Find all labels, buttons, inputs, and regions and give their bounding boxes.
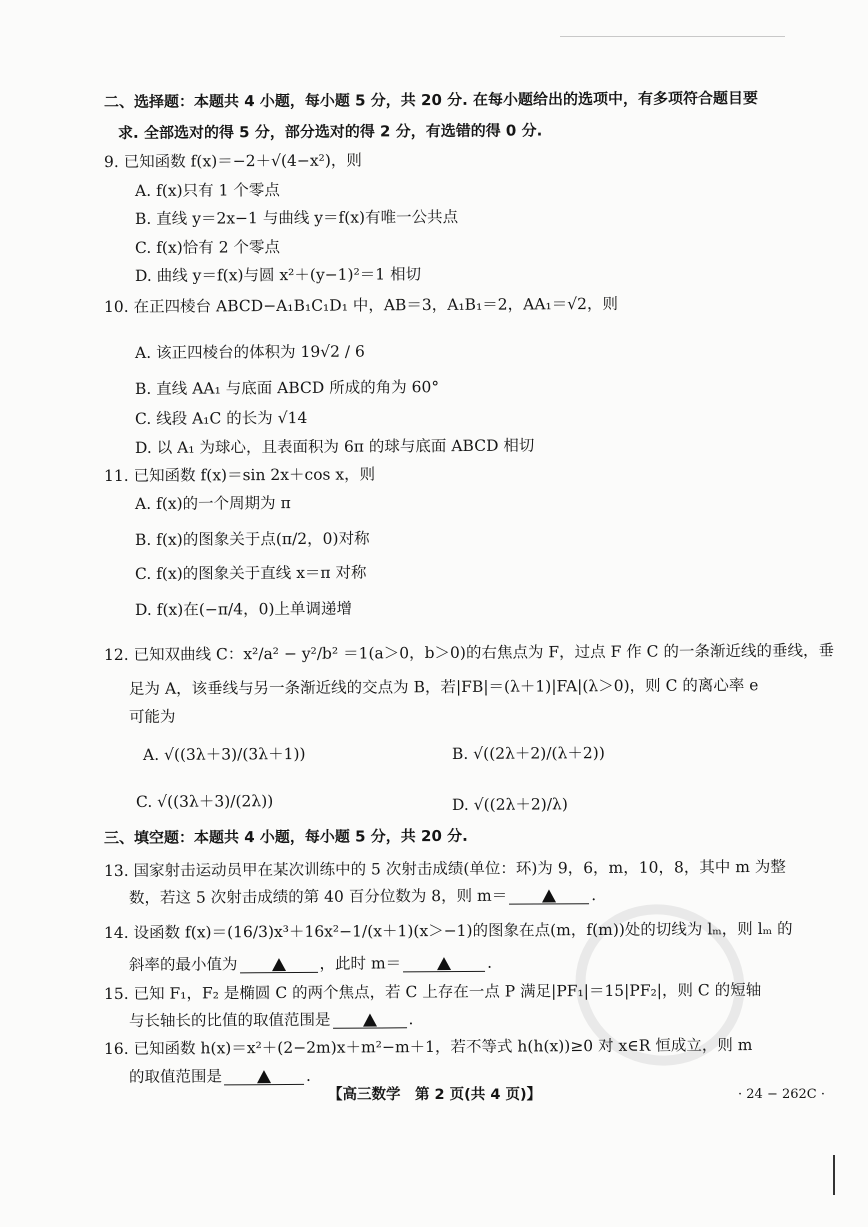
- exam-line-q9d: [135, 264, 421, 286]
- line-text: 与长轴长的比值的取值范围是: [128, 1010, 331, 1030]
- exam-line-q16-2: [129, 1066, 311, 1087]
- line-text: 13. 国家射击运动员甲在某次训练中的 5 次射击成绩(单位：环)为 9，6，m，10，8，其中 m 为整: [103, 857, 786, 880]
- line-text: 15. 已知 F₁，F₂ 是椭圆 C 的两个焦点，若 C 上存在一点 P 满足|PF₁|＝15|PF₂|，则 C 的短轴: [103, 980, 762, 1003]
- line-text: 三、填空题：本题共 4 小题，每小题 5 分，共 20 分.: [103, 826, 468, 847]
- exam-line-q9b: [135, 207, 458, 229]
- triangle-icon: [362, 1013, 376, 1026]
- line-text: 的取值范围是: [128, 1067, 223, 1086]
- triangle-icon: [542, 889, 556, 902]
- line-text: 数，若这 5 次射击成绩的第 40 百分位数为 8，则 m＝: [128, 886, 508, 907]
- line-text: A. √((3λ＋3)/(3λ＋1)): [142, 745, 306, 764]
- line-text: B. 直线 y＝2x−1 与曲线 y＝f(x)有唯一公共点: [134, 208, 459, 228]
- exam-line-q11c: [135, 563, 367, 584]
- line-text: 斜率的最小值为: [128, 955, 238, 974]
- line-text: 二、选择题：本题共 4 小题，每小题 5 分，共 20 分. 在每小题给出的选项中，有多项符合题目要: [103, 89, 759, 111]
- answer-blank[interactable]: [224, 1066, 304, 1085]
- line-text: D. √((2λ＋2)/λ): [451, 795, 568, 814]
- exam-line-q12c: [136, 791, 273, 812]
- exam-line-q10d: [135, 436, 535, 458]
- triangle-icon: [271, 958, 285, 971]
- exam-line-q12d: [452, 794, 568, 815]
- line-text: B. f(x)的图象关于点(π/2，0)对称: [134, 529, 370, 549]
- line-text: A. 该正四棱台的体积为 19√2 / 6: [134, 342, 365, 362]
- exam-line-q12-3: [129, 707, 176, 727]
- line-text: D. 以 A₁ 为球心，且表面积为 6π 的球与底面 ABCD 相切: [134, 436, 535, 457]
- exam-line-q9: [104, 150, 362, 172]
- line-text: 可能为: [128, 707, 176, 726]
- exam-line-q13-1: [104, 857, 786, 881]
- exam-line-q10c: [135, 408, 307, 429]
- line-suffix: .: [305, 1066, 312, 1085]
- line-period: .: [487, 953, 493, 972]
- line-text: D. f(x)在(−π/4，0)上单调递增: [134, 599, 353, 619]
- line-text: C. f(x)恰有 2 个零点: [134, 238, 281, 257]
- answer-blank[interactable]: [403, 953, 485, 973]
- exam-line-q13-2: [129, 885, 596, 908]
- exam-line-q11: [104, 464, 375, 486]
- line-text: 9. 已知函数 f(x)＝−2＋√(4−x²)，则: [103, 151, 362, 171]
- exam-line-q15-2: [129, 1009, 414, 1031]
- exam-line-s2-head1: [104, 88, 758, 112]
- line-text: A. f(x)的一个周期为 π: [134, 494, 291, 513]
- answer-blank[interactable]: [332, 1009, 406, 1028]
- line-suffix: .: [408, 1010, 414, 1029]
- line-text: A. f(x)只有 1 个零点: [134, 181, 280, 200]
- exam-line-q10: [104, 294, 618, 317]
- line-text: 14. 设函数 f(x)＝(16/3)x³＋16x²−1/(x＋1)(x＞−1)的图象在点(m，f(m))处的切线为 lₘ，则 lₘ 的: [103, 919, 793, 942]
- exam-line-q14-2a: [129, 953, 492, 975]
- exam-line-s2-head2: [118, 120, 542, 143]
- line-text: 11. 已知函数 f(x)＝sin 2x＋cos x，则: [103, 465, 376, 485]
- line-text: 12. 已知双曲线 C：x²/a² − y²/b² ＝1(a＞0，b＞0)的右焦点为 F，过点 F 作 C 的一条渐近线的垂线，垂: [103, 641, 834, 664]
- scan-edge-mark: [833, 1155, 835, 1195]
- line-text: B. √((2λ＋2)/(λ＋2)): [451, 744, 605, 763]
- answer-blank[interactable]: [239, 954, 317, 973]
- line-text: 16. 已知函数 h(x)＝x²＋(2−2m)x＋m²−m＋1，若不等式 h(h(x))≥0 对 x∈R 恒成立，则 m: [103, 1036, 753, 1058]
- triangle-icon: [257, 1070, 271, 1083]
- exam-line-q9c: [135, 237, 280, 258]
- exam-code: · 24 − 262C ·: [738, 1087, 825, 1102]
- exam-line-q11b: [135, 529, 370, 550]
- exam-line-q10a: [135, 342, 365, 363]
- exam-line-q15-1: [104, 980, 761, 1004]
- exam-line-q10b: [135, 377, 439, 399]
- exam-line-q16-1: [104, 1035, 753, 1059]
- line-text: 10. 在正四棱台 ABCD−A₁B₁C₁D₁ 中，AB＝3，A₁B₁＝2，AA₁＝√2，则: [103, 294, 619, 316]
- exam-line-q12-1: [104, 641, 834, 665]
- line-text: C. √((3λ＋3)/(2λ)): [135, 792, 274, 811]
- exam-line-q14-1: [104, 919, 793, 943]
- line-text: C. 线段 A₁C 的长为 √14: [134, 408, 308, 428]
- answer-blank[interactable]: [509, 885, 589, 904]
- exam-line-q11a: [135, 493, 291, 514]
- line-text: C. f(x)的图象关于直线 x＝π 对称: [134, 563, 367, 583]
- exam-line-q12-2: [129, 675, 759, 699]
- page-footer: 【高三数学 第 2 页(共 4 页)】: [328, 1087, 542, 1103]
- line-suffix: ，此时 m＝: [319, 954, 402, 973]
- exam-line-q9a: [135, 180, 280, 201]
- line-text: D. 曲线 y＝f(x)与圆 x²＋(y−1)²＝1 相切: [134, 265, 422, 285]
- triangle-icon: [437, 957, 451, 970]
- line-text: 求. 全部选对的得 5 分，部分选对的得 2 分，有选错的得 0 分.: [117, 121, 543, 142]
- line-text: 足为 A，该垂线与另一条渐近线的交点为 B，若|FB|＝(λ＋1)|FA|(λ＞0)，则 C 的离心率 e: [128, 676, 759, 698]
- exam-line-q12b: [452, 743, 605, 764]
- exam-line-q11d: [135, 599, 352, 620]
- exam-line-q12a: [143, 744, 306, 765]
- exam-line-s3-head: [104, 826, 468, 848]
- line-text: B. 直线 AA₁ 与底面 ABCD 所成的角为 60°: [134, 378, 440, 398]
- line-suffix: .: [591, 886, 597, 905]
- scan-edge-line: [560, 36, 785, 37]
